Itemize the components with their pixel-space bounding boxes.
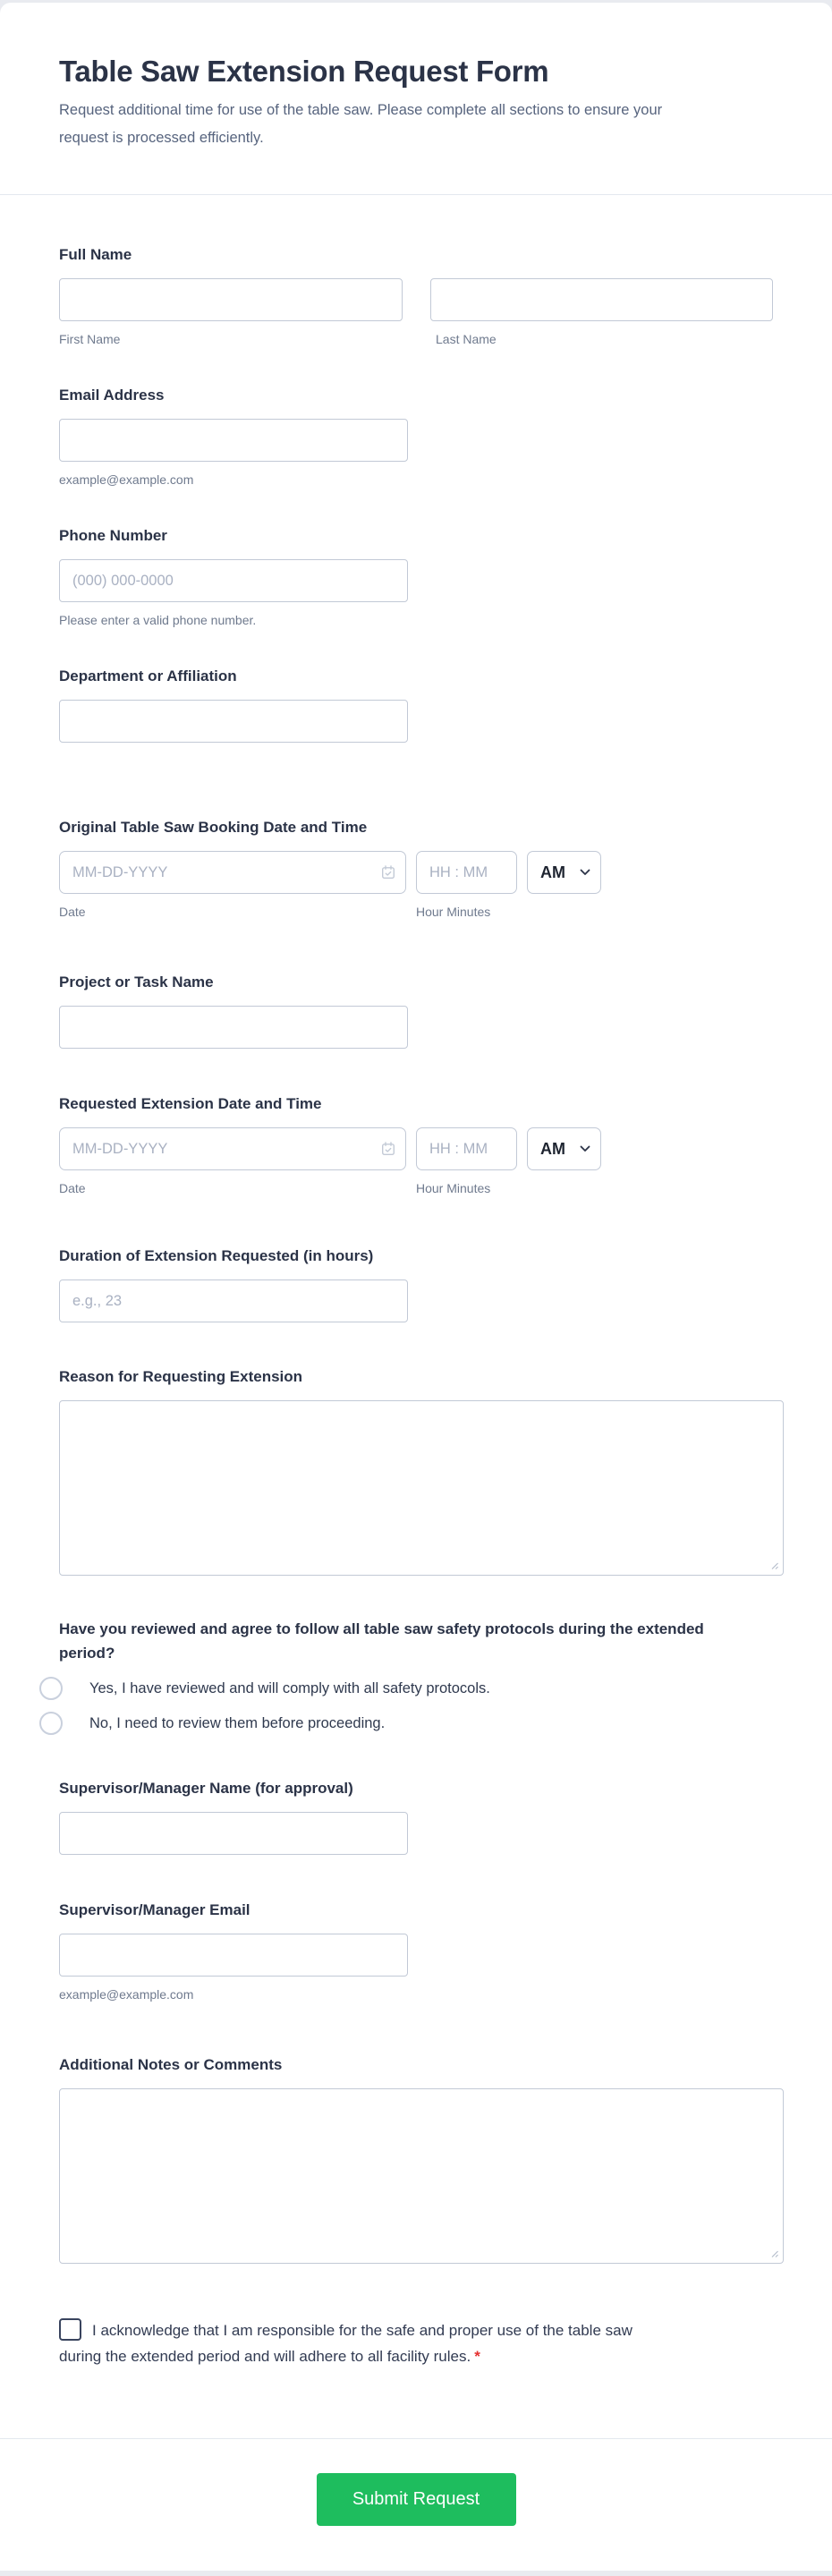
acknowledgement-checkbox[interactable] — [59, 2318, 81, 2341]
booking-date-sublabel: Date — [59, 905, 86, 919]
page — [0, 3, 832, 2571]
chevron-down-icon — [580, 1145, 590, 1152]
form-title: Table Saw Extension Request Form — [59, 55, 549, 88]
supervisor-name-label: Supervisor/Manager Name (for approval) — [59, 1780, 353, 1797]
extension-ampm-value: AM — [540, 1139, 565, 1158]
department-row — [59, 700, 773, 743]
extension-time-input[interactable] — [416, 1127, 517, 1170]
supervisor-email-input[interactable] — [59, 1934, 408, 1977]
supervisor-email-sublabel: example@example.com — [59, 1987, 194, 2002]
notes-textarea-wrap — [59, 2088, 784, 2264]
field-notes — [59, 2055, 773, 2264]
form-body — [0, 245, 832, 2369]
first-name-sublabel: First Name — [59, 332, 121, 346]
supervisor-email-label: Supervisor/Manager Email — [59, 1901, 250, 1918]
acknowledgement-row[interactable] — [59, 2317, 641, 2369]
supervisor-email-row — [59, 1934, 773, 1977]
email-row — [59, 419, 773, 462]
department-label: Department or Affiliation — [59, 667, 237, 684]
email-input[interactable] — [59, 419, 408, 462]
footer-divider — [0, 2438, 832, 2439]
field-email — [59, 386, 773, 488]
booking-time-input[interactable] — [416, 851, 517, 894]
field-project — [59, 973, 773, 1049]
safety-question-label: Have you reviewed and agree to follow all table saw safety protocols during the extended period? — [59, 1620, 704, 1662]
chevron-down-icon — [580, 869, 590, 876]
first-name-input[interactable] — [59, 278, 403, 321]
field-booking-datetime — [59, 818, 773, 920]
booking-ampm-value: AM — [540, 863, 565, 881]
field-duration — [59, 1246, 773, 1322]
calendar-icon[interactable] — [381, 865, 395, 880]
required-marker: * — [474, 2348, 480, 2365]
department-input[interactable] — [59, 700, 408, 743]
phone-label: Phone Number — [59, 527, 167, 544]
email-sublabel: example@example.com — [59, 472, 194, 487]
radio-circle-icon[interactable] — [39, 1712, 63, 1735]
booking-ampm-select[interactable] — [527, 851, 601, 894]
extension-datetime-row — [59, 1127, 773, 1170]
booking-date-input[interactable] — [59, 851, 406, 894]
phone-input[interactable] — [59, 559, 408, 602]
supervisor-email-sublabels — [59, 1987, 773, 2002]
notes-textarea[interactable] — [59, 2088, 784, 2264]
supervisor-name-row — [59, 1812, 773, 1855]
full-name-label: Full Name — [59, 246, 132, 263]
booking-label: Original Table Saw Booking Date and Time — [59, 819, 368, 836]
full-name-sublabels — [59, 332, 773, 347]
safety-option-yes-label: Yes, I have reviewed and will comply with all safety protocols. — [89, 1680, 490, 1696]
booking-time-sublabel: Hour Minutes — [416, 905, 491, 919]
notes-label: Additional Notes or Comments — [59, 2056, 283, 2073]
phone-sublabel: Please enter a valid phone number. — [59, 613, 257, 627]
reason-label: Reason for Requesting Extension — [59, 1368, 303, 1385]
project-label: Project or Task Name — [59, 973, 214, 990]
submit-row — [0, 2473, 832, 2526]
reason-textarea-wrap — [59, 1400, 784, 1576]
field-phone — [59, 526, 773, 628]
project-input[interactable] — [59, 1006, 408, 1049]
safety-option-no[interactable] — [39, 1711, 773, 1736]
phone-sublabels — [59, 613, 773, 628]
acknowledgement-text: I acknowledge that I am responsible for the safe and proper use of the table saw during the extended period and will adhere to all facility rules. — [59, 2322, 632, 2365]
field-extension-datetime — [59, 1094, 773, 1196]
field-supervisor-email — [59, 1900, 773, 2002]
field-department — [59, 667, 773, 743]
email-sublabels — [59, 472, 773, 488]
safety-option-yes[interactable] — [39, 1676, 773, 1701]
reason-textarea[interactable] — [59, 1400, 784, 1576]
booking-datetime-row — [59, 851, 773, 894]
duration-row — [59, 1279, 773, 1322]
field-supervisor-name — [59, 1779, 773, 1855]
header-divider — [0, 194, 832, 195]
safety-options — [59, 1676, 773, 1736]
phone-row — [59, 559, 773, 602]
booking-date-wrap — [59, 851, 406, 894]
safety-option-no-label: No, I need to review them before proceeding. — [89, 1715, 386, 1731]
last-name-input[interactable] — [430, 278, 774, 321]
field-reason — [59, 1367, 773, 1576]
extension-sublabels — [59, 1181, 773, 1196]
calendar-icon[interactable] — [381, 1142, 395, 1156]
extension-time-sublabel: Hour Minutes — [416, 1181, 491, 1195]
radio-circle-icon[interactable] — [39, 1677, 63, 1700]
duration-input[interactable] — [59, 1279, 408, 1322]
resize-handle-icon[interactable] — [768, 2248, 779, 2258]
full-name-row — [59, 278, 773, 321]
form-card — [0, 3, 832, 2571]
project-row — [59, 1006, 773, 1049]
extension-label: Requested Extension Date and Time — [59, 1095, 322, 1112]
submit-button[interactable]: Submit Request — [317, 2473, 516, 2526]
booking-sublabels — [59, 905, 773, 920]
duration-label: Duration of Extension Requested (in hours) — [59, 1247, 374, 1264]
field-acknowledgement — [59, 2317, 773, 2369]
resize-handle-icon[interactable] — [768, 1560, 779, 1570]
field-safety-question — [59, 1617, 773, 1736]
last-name-sublabel: Last Name — [436, 332, 497, 346]
extension-date-wrap — [59, 1127, 406, 1170]
extension-date-input[interactable] — [59, 1127, 406, 1170]
supervisor-name-input[interactable] — [59, 1812, 408, 1855]
extension-date-sublabel: Date — [59, 1181, 86, 1195]
form-subtitle: Request additional time for use of the table saw. Please complete all sections to ensure your request is processed efficiently. — [59, 102, 663, 146]
form-header — [0, 3, 832, 152]
email-label: Email Address — [59, 387, 165, 404]
extension-ampm-select[interactable] — [527, 1127, 601, 1170]
field-full-name — [59, 245, 773, 347]
